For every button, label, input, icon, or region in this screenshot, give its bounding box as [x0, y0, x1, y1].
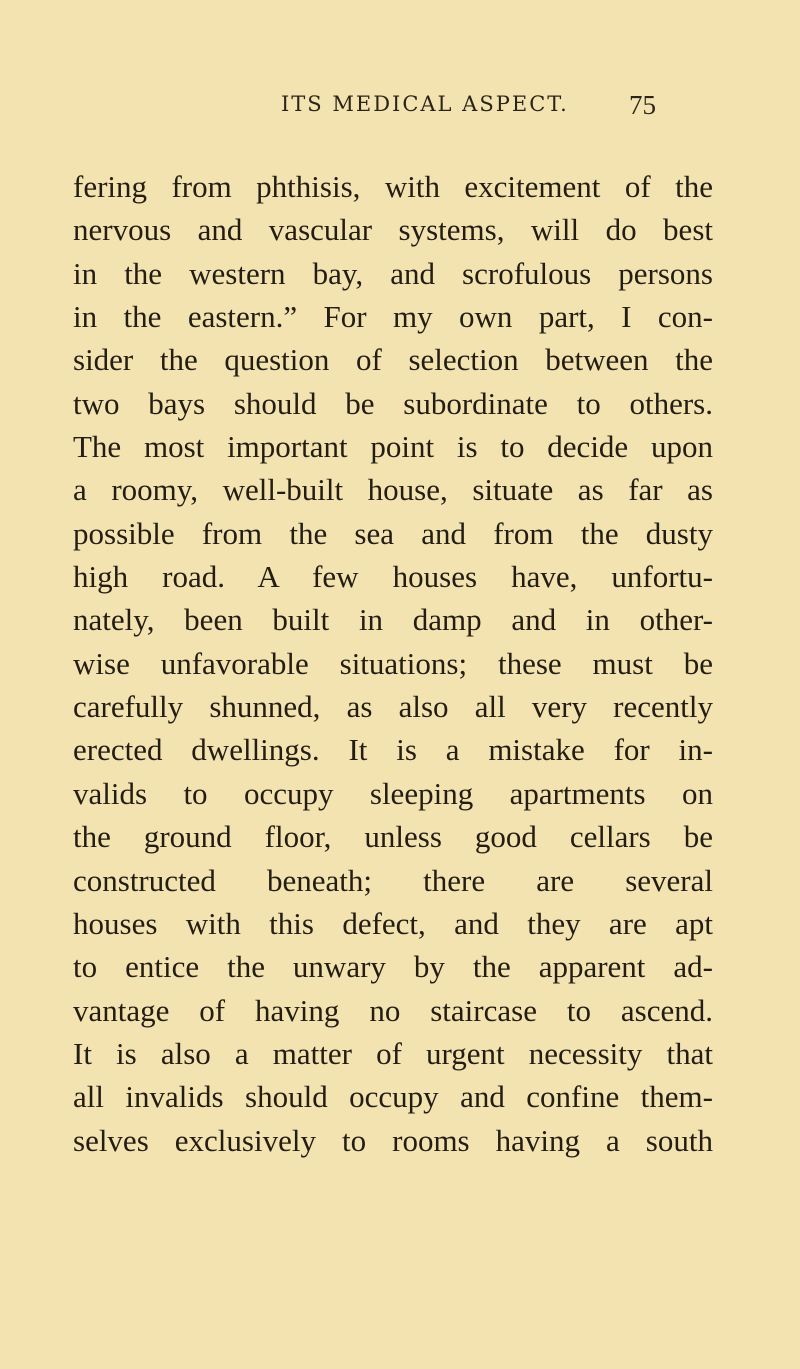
text-line: carefully shunned, as also all very recently: [73, 689, 713, 725]
text-line: two bays should be subordinate to others.: [73, 385, 713, 421]
text-line: to entice the unwary by the apparent ad-: [73, 949, 713, 985]
text-line: all invalids should occupy and confine them-: [73, 1079, 713, 1115]
text-line: The most important point is to decide upon: [73, 429, 713, 465]
text-line: the ground floor, unless good cellars be: [73, 819, 713, 855]
text-line: high road. A few houses have, unfortu-: [73, 559, 713, 595]
text-line: in the eastern.” For my own part, I con-: [73, 299, 713, 335]
page-number: 75: [629, 90, 656, 120]
text-line: fering from phthisis, with excitement of the: [73, 169, 713, 204]
text-line: It is also a matter of urgent necessity that: [73, 1035, 713, 1071]
text-line: nervous and vascular systems, will do best: [73, 212, 713, 248]
page-header: [0, 92, 800, 142]
text-line: selves exclusively to rooms having a south: [73, 1122, 713, 1158]
text-line: nately, been built in damp and in other-: [73, 602, 713, 638]
text-line: constructed beneath; there are several: [73, 862, 713, 898]
text-line: valids to occupy sleeping apartments on: [73, 775, 713, 811]
text-line: wise unfavorable situations; these must be: [73, 645, 713, 681]
body-text: [73, 165, 713, 1162]
text-line: sider the question of selection between the: [73, 342, 713, 378]
text-line: erected dwellings. It is a mistake for in-: [73, 732, 713, 768]
text-line: vantage of having no staircase to ascend.: [73, 992, 713, 1028]
text-line: a roomy, well-built house, situate as far as: [73, 472, 713, 508]
running-title: ITS MEDICAL ASPECT.: [281, 92, 569, 116]
text-line: possible from the sea and from the dusty: [73, 515, 713, 551]
text-line: in the western bay, and scrofulous persons: [73, 255, 713, 291]
text-line: houses with this defect, and they are apt: [73, 905, 713, 941]
